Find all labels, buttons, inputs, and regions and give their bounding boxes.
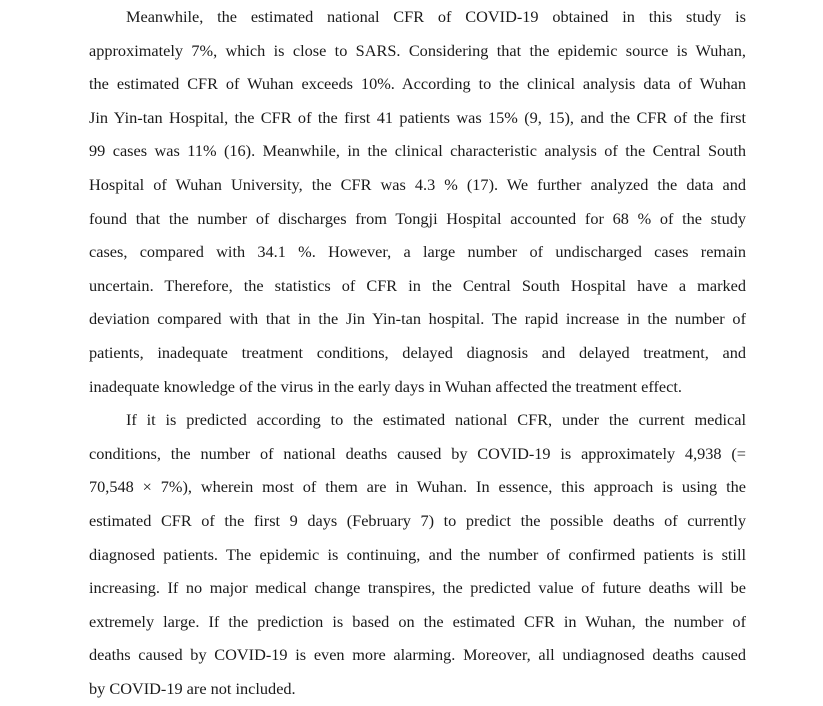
text-line: by COVID-19 are not included.	[89, 678, 296, 698]
text-line: estimated CFR of the first 9 days (February 7) to predict the possible deaths of currently	[89, 510, 746, 530]
text-line: diagnosed patients. The epidemic is continuing, and the number of confirmed patients is still	[89, 544, 746, 564]
text-line: cases, compared with 34.1 %. However, a large number of undischarged cases remain	[89, 242, 746, 262]
text-line: deaths caused by COVID-19 is even more alarming. Moreover, all undiagnosed deaths caused	[89, 645, 746, 665]
text-line: conditions, the number of national deaths caused by COVID-19 is approximately 4,938 (=	[89, 443, 746, 463]
text-line: extremely large. If the prediction is based on the estimated CFR in Wuhan, the number of	[89, 611, 746, 631]
text-line: approximately 7%, which is close to SARS. Considering that the epidemic source is Wuhan,	[89, 40, 746, 60]
text-line: uncertain. Therefore, the statistics of CFR in the Central South Hospital have a marked	[89, 275, 746, 295]
document-body	[52, 0, 746, 705]
text-line: found that the number of discharges from Tongji Hospital accounted for 68 % of the study	[89, 208, 746, 228]
text-line: inadequate knowledge of the virus in the early days in Wuhan affected the treatment effect.	[89, 376, 682, 396]
text-line: Meanwhile, the estimated national CFR of COVID-19 obtained in this study is	[126, 7, 746, 26]
text-line: 70,548 × 7%), wherein most of them are in Wuhan. In essence, this approach is using the	[89, 477, 746, 497]
text-line: If it is predicted according to the estimated national CFR, under the current medical	[126, 410, 746, 430]
text-line: the estimated CFR of Wuhan exceeds 10%. According to the clinical analysis data of Wuhan	[89, 74, 746, 94]
text-line: Jin Yin-tan Hospital, the CFR of the first 41 patients was 15% (9, 15), and the CFR of the first	[89, 107, 746, 127]
paragraph-cfr-analysis	[52, 0, 746, 403]
text-line: 99 cases was 11% (16). Meanwhile, in the clinical characteristic analysis of the Central South	[89, 141, 746, 161]
text-line: patients, inadequate treatment conditions, delayed diagnosis and delayed treatment, and	[89, 342, 746, 362]
text-line: increasing. If no major medical change transpires, the predicted value of future deaths will be	[89, 578, 746, 598]
paragraph-death-prediction	[52, 403, 746, 705]
text-line: Hospital of Wuhan University, the CFR was 4.3 % (17). We further analyzed the data and	[89, 174, 746, 194]
text-line: deviation compared with that in the Jin Yin-tan hospital. The rapid increase in the number of	[89, 309, 746, 329]
